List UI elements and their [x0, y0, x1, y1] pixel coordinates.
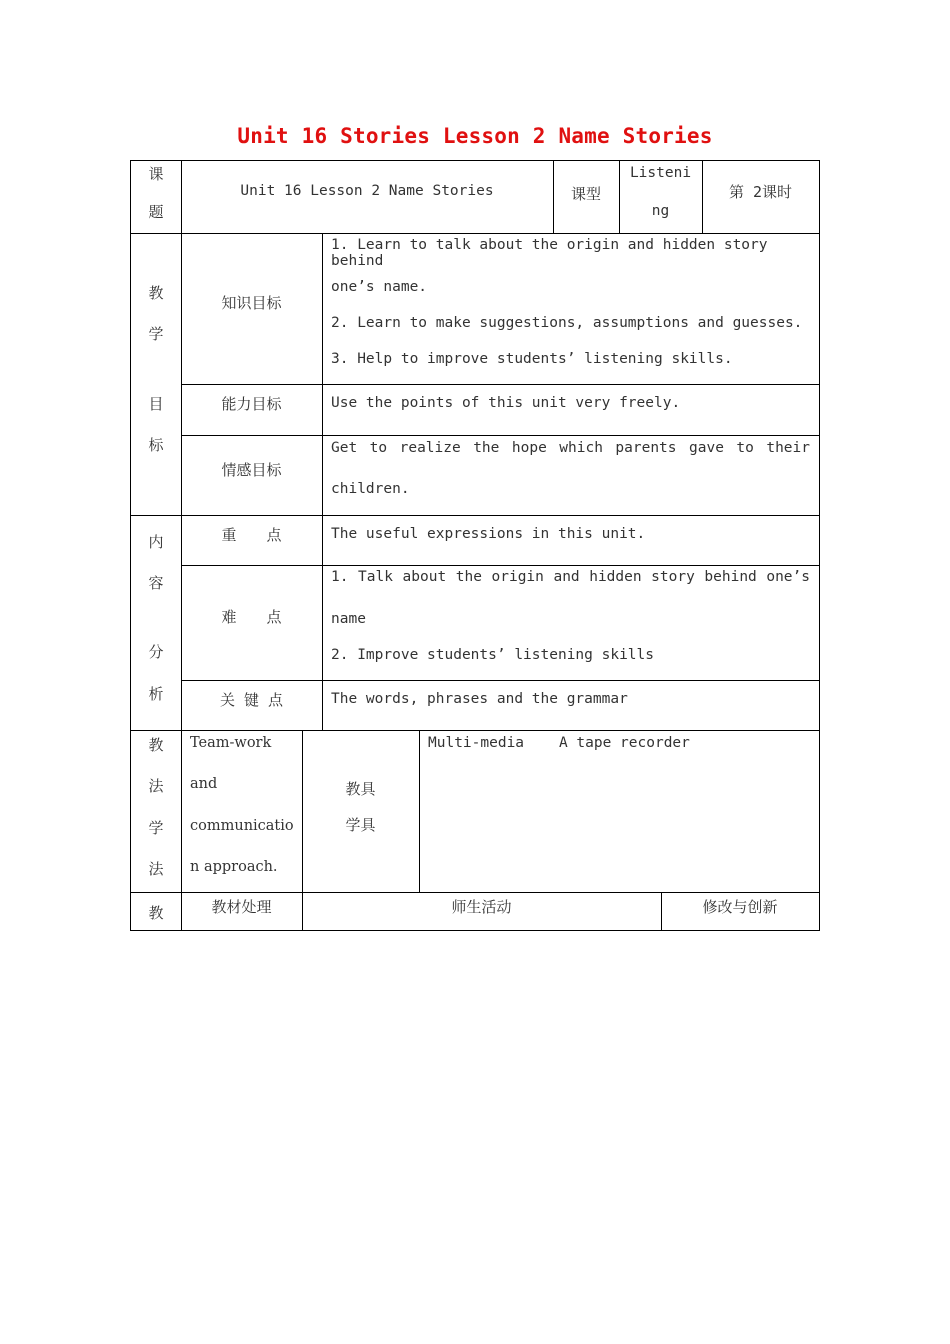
objectives-side-3: 目 [148, 395, 164, 413]
methods-side-1: 教 [148, 736, 164, 754]
tools-label-2: 学具 [345, 816, 376, 834]
lesson-type-value-2: ng [651, 203, 670, 219]
crux-label: 关 键 点 [219, 691, 284, 709]
knowledge-item-2: 2. Learn to make suggestions, assumptions and guesses. [331, 315, 803, 331]
key-points-value: The useful expressions in this unit. [331, 526, 646, 542]
knowledge-item-1b: one’s name. [331, 279, 428, 295]
objectives-side-4: 标 [148, 436, 164, 454]
tools-value: Multi-media A tape recorder [428, 735, 690, 751]
material-handling-header: 教材处理 [211, 898, 272, 916]
lesson-type-label: 课型 [570, 185, 601, 203]
method-line-2: and [190, 776, 218, 792]
method-line-3: communicatio [190, 818, 294, 834]
method-line-4: n approach. [190, 859, 278, 875]
emotion-label: 情感目标 [221, 461, 282, 479]
activities-header: 师生活动 [451, 898, 512, 916]
objectives-side-1: 教 [148, 284, 164, 302]
page-title: Unit 16 Stories Lesson 2 Name Stories [237, 124, 713, 148]
difficult-item-1a: 1. Talk about the origin and hidden story behind one’s [331, 569, 810, 585]
period-label: 第 2课时 [728, 183, 793, 201]
footer-side-label: 教 [148, 904, 164, 922]
topic-label-bottom: 题 [148, 203, 164, 221]
analysis-side-1: 内 [148, 533, 164, 551]
knowledge-item-1a: 1. Learn to talk about the origin and hidden story behind [331, 237, 768, 269]
emotion-value-a: Get to realize the hope which parents gave to their [331, 440, 810, 456]
emotion-value-b: children. [331, 481, 410, 497]
crux-value: The words, phrases and the grammar [331, 691, 628, 707]
difficult-points-label: 难 点 [221, 608, 282, 626]
analysis-side-4: 析 [148, 685, 164, 703]
tools-label-1: 教具 [345, 780, 376, 798]
analysis-side-2: 容 [148, 574, 164, 592]
difficult-item-1b: name [331, 611, 366, 627]
methods-side-4: 法 [148, 860, 164, 878]
methods-side-3: 学 [148, 819, 164, 837]
topic-label-top: 课 [148, 165, 164, 183]
ability-value: Use the points of this unit very freely. [331, 395, 681, 411]
revision-header: 修改与创新 [702, 898, 778, 916]
lesson-type-value-1: Listeni [629, 165, 692, 181]
ability-label: 能力目标 [221, 395, 282, 413]
key-points-label: 重 点 [221, 526, 282, 544]
objectives-side-2: 学 [148, 325, 164, 343]
knowledge-label: 知识目标 [221, 294, 282, 312]
topic-value: Unit 16 Lesson 2 Name Stories [240, 183, 494, 199]
difficult-item-2: 2. Improve students’ listening skills [331, 647, 655, 663]
methods-side-2: 法 [148, 777, 164, 795]
knowledge-item-3: 3. Help to improve students’ listening skills. [331, 351, 733, 367]
analysis-side-3: 分 [148, 643, 164, 661]
method-line-1: Team-work [190, 735, 272, 751]
